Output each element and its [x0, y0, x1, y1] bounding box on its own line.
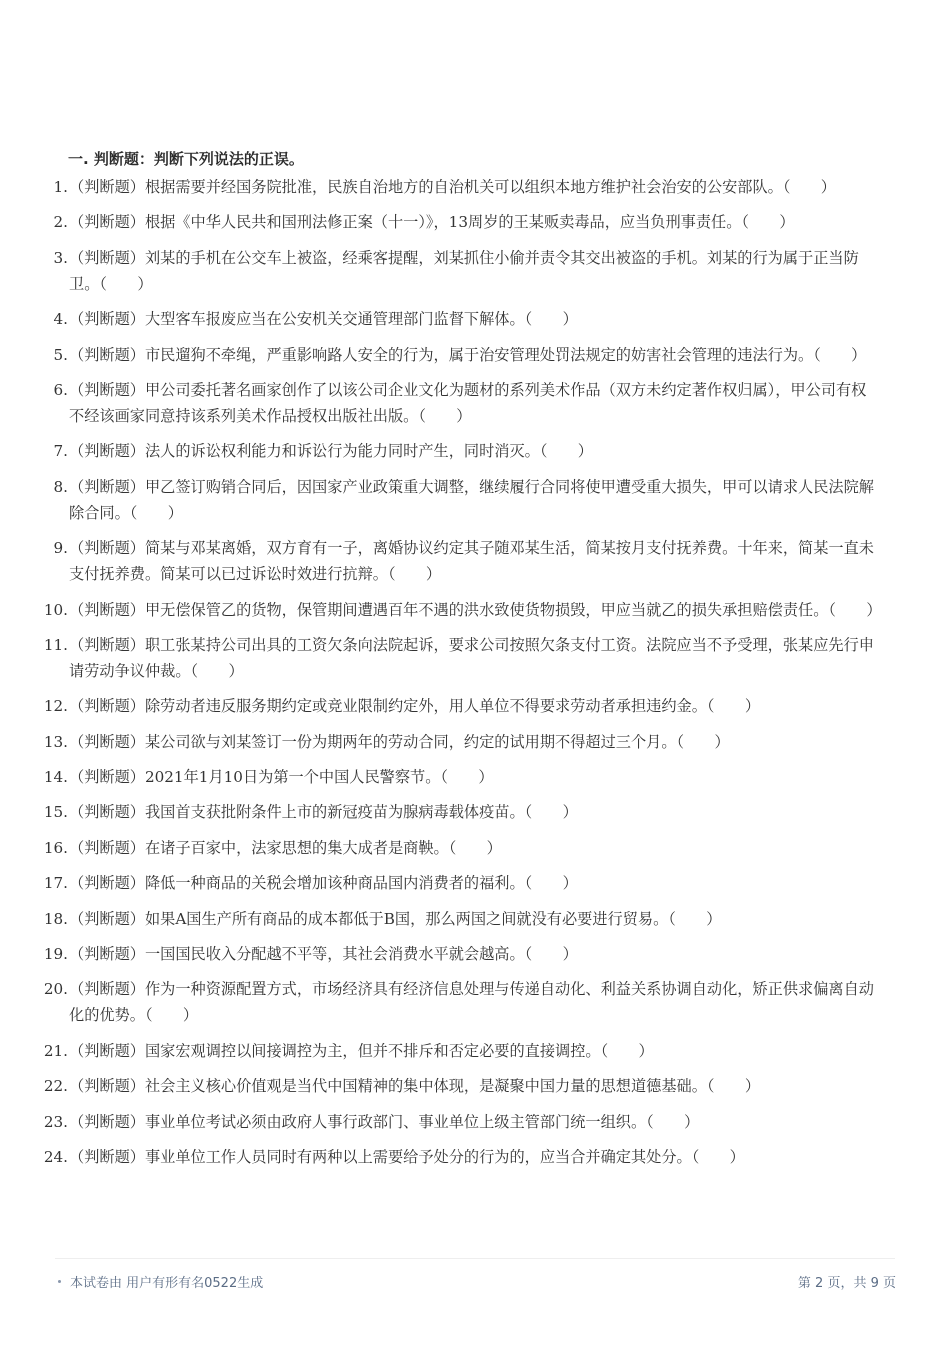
section-title: 一. 判断题：判断下列说法的正误。 [68, 150, 304, 168]
question-item [40, 438, 880, 464]
question-text: （判断题）根据需要并经国务院批准，民族自治地方的自治机关可以组织本地方维护社会治安的公安部队。（ ） [69, 178, 836, 196]
question-number: 15. [43, 803, 68, 822]
question-number: 22. [43, 1077, 68, 1096]
question-item [40, 1144, 880, 1170]
question-item [40, 941, 880, 967]
question-item [40, 597, 880, 623]
question-number: 19. [43, 945, 68, 964]
question-text: （判断题）事业单位考试必须由政府人事行政部门、事业单位上级主管部门统一组织。（ ） [69, 1112, 700, 1131]
question-number: 23. [43, 1112, 68, 1131]
question-item [40, 799, 880, 825]
question-number: 8. [53, 477, 68, 496]
question-number: 24. [43, 1147, 68, 1166]
question-text: （判断题）甲公司委托著名画家创作了以该公司企业文化为题材的系列美术作品（双方未约定著作权归属），甲公司有权不经该画家同意持该系列美术作品授权出版社出版。（ ） [69, 380, 867, 425]
question-number: 14. [43, 768, 68, 787]
question-number: 12. [43, 697, 68, 716]
footer-divider [55, 1258, 895, 1259]
question-number: 13. [43, 732, 68, 751]
question-item [40, 306, 880, 332]
question-text: （判断题）降低一种商品的关税会增加该种商品国内消费者的福利。（ ） [69, 874, 578, 893]
question-text: （判断题）如果A国生产所有商品的成本都低于B国，那么两国之间就没有必要进行贸易。（ ） [69, 909, 722, 928]
question-item [40, 342, 880, 368]
question-item [40, 764, 880, 790]
question-number: 6. [53, 380, 68, 399]
question-text: （判断题）一国国民收入分配越不平等，其社会消费水平就会越高。（ ） [69, 945, 578, 964]
question-text: （判断题）大型客车报废应当在公安机关交通管理部门监督下解体。（ ） [69, 310, 578, 329]
question-item [40, 1073, 880, 1099]
question-number: 17. [43, 874, 68, 893]
question-text: （判断题）甲乙签订购销合同后，因国家产业政策重大调整，继续履行合同将使甲遭受重大损失，甲可以请求人民法院解除合同。（ ） [69, 477, 874, 522]
question-item [40, 174, 880, 200]
question-number: 11. [43, 635, 68, 654]
question-number: 9. [53, 539, 68, 558]
footer-left-text: 本试卷由 用户有形有名0522生成 [70, 1276, 264, 1291]
question-text: （判断题）根据《中华人民共和国刑法修正案（十一）》，13周岁的王某贩卖毒品，应当负刑事责任。（ ） [69, 213, 795, 232]
page-number: 第 2 页，共 9 页 [797, 1276, 896, 1291]
question-item [40, 377, 880, 429]
question-item [40, 245, 880, 297]
question-item [40, 976, 880, 1028]
question-item [40, 729, 880, 755]
question-text: （判断题）某公司欲与刘某签订一份为期两年的劳动合同，约定的试用期不得超过三个月。（ ） [69, 732, 730, 751]
question-text: （判断题）甲无偿保管乙的货物，保管期间遭遇百年不遇的洪水致使货物损毁，甲应当就乙的损失承担赔偿责任。（ ） [69, 600, 882, 619]
question-item [40, 693, 880, 719]
question-item [40, 209, 880, 235]
question-number: 5. [53, 345, 68, 364]
question-text: （判断题）2021年1月10日为第一个中国人民警察节。（ ） [69, 768, 494, 787]
question-number: 3. [53, 248, 68, 267]
question-text: （判断题）法人的诉讼权利能力和诉讼行为能力同时产生，同时消灭。（ ） [69, 442, 593, 461]
footer-generator-note [58, 1272, 263, 1291]
question-list [40, 174, 880, 1179]
question-text: （判断题）市民遛狗不牵绳，严重影响路人安全的行为，属于治安管理处罚法规定的妨害社会管理的违法行为。（ ） [69, 345, 867, 364]
question-item [40, 870, 880, 896]
question-text: （判断题）社会主义核心价值观是当代中国精神的集中体现，是凝聚中国力量的思想道德基础。（ ） [69, 1077, 761, 1096]
question-number: 2. [53, 213, 68, 232]
question-text: （判断题）在诸子百家中，法家思想的集大成者是商鞅。（ ） [69, 838, 502, 857]
question-number: 20. [43, 980, 68, 999]
question-number: 18. [43, 909, 68, 928]
question-text: （判断题）简某与邓某离婚，双方育有一子，离婚协议约定其子随邓某生活，简某按月支付抚养费。十年来，简某一直未支付抚养费。简某可以已过诉讼时效进行抗辩。（ ） [69, 539, 874, 584]
question-item [40, 906, 880, 932]
question-item [40, 1109, 880, 1135]
question-text: （判断题）国家宏观调控以间接调控为主，但并不排斥和否定必要的直接调控。（ ） [69, 1041, 654, 1060]
question-item [40, 835, 880, 861]
question-text: （判断题）我国首支获批附条件上市的新冠疫苗为腺病毒载体疫苗。（ ） [69, 803, 578, 822]
bullet-icon [58, 1280, 61, 1283]
question-text: （判断题）刘某的手机在公交车上被盗，经乘客提醒，刘某抓住小偷并责令其交出被盗的手机。刘某的行为属于正当防卫。（ ） [69, 248, 859, 293]
question-number: 7. [53, 442, 68, 461]
question-text: （判断题）职工张某持公司出具的工资欠条向法院起诉，要求公司按照欠条支付工资。法院应当不予受理，张某应先行申请劳动争议仲裁。（ ） [69, 635, 874, 680]
question-number: 10. [43, 600, 68, 619]
question-number: 1. [53, 178, 68, 196]
question-number: 4. [53, 310, 68, 329]
question-text: （判断题）事业单位工作人员同时有两种以上需要给予处分的行为的，应当合并确定其处分。（ ） [69, 1147, 745, 1166]
question-item [40, 535, 880, 587]
question-item [40, 632, 880, 684]
question-number: 16. [43, 838, 68, 857]
question-text: （判断题）作为一种资源配置方式，市场经济具有经济信息处理与传递自动化、利益关系协调自动化，矫正供求偏离自动化的优势。（ ） [69, 980, 874, 1025]
question-item [40, 1038, 880, 1064]
question-number: 21. [43, 1041, 68, 1060]
question-text: （判断题）除劳动者违反服务期约定或竞业限制约定外，用人单位不得要求劳动者承担违约金。（ ） [69, 697, 761, 716]
question-item [40, 474, 880, 526]
